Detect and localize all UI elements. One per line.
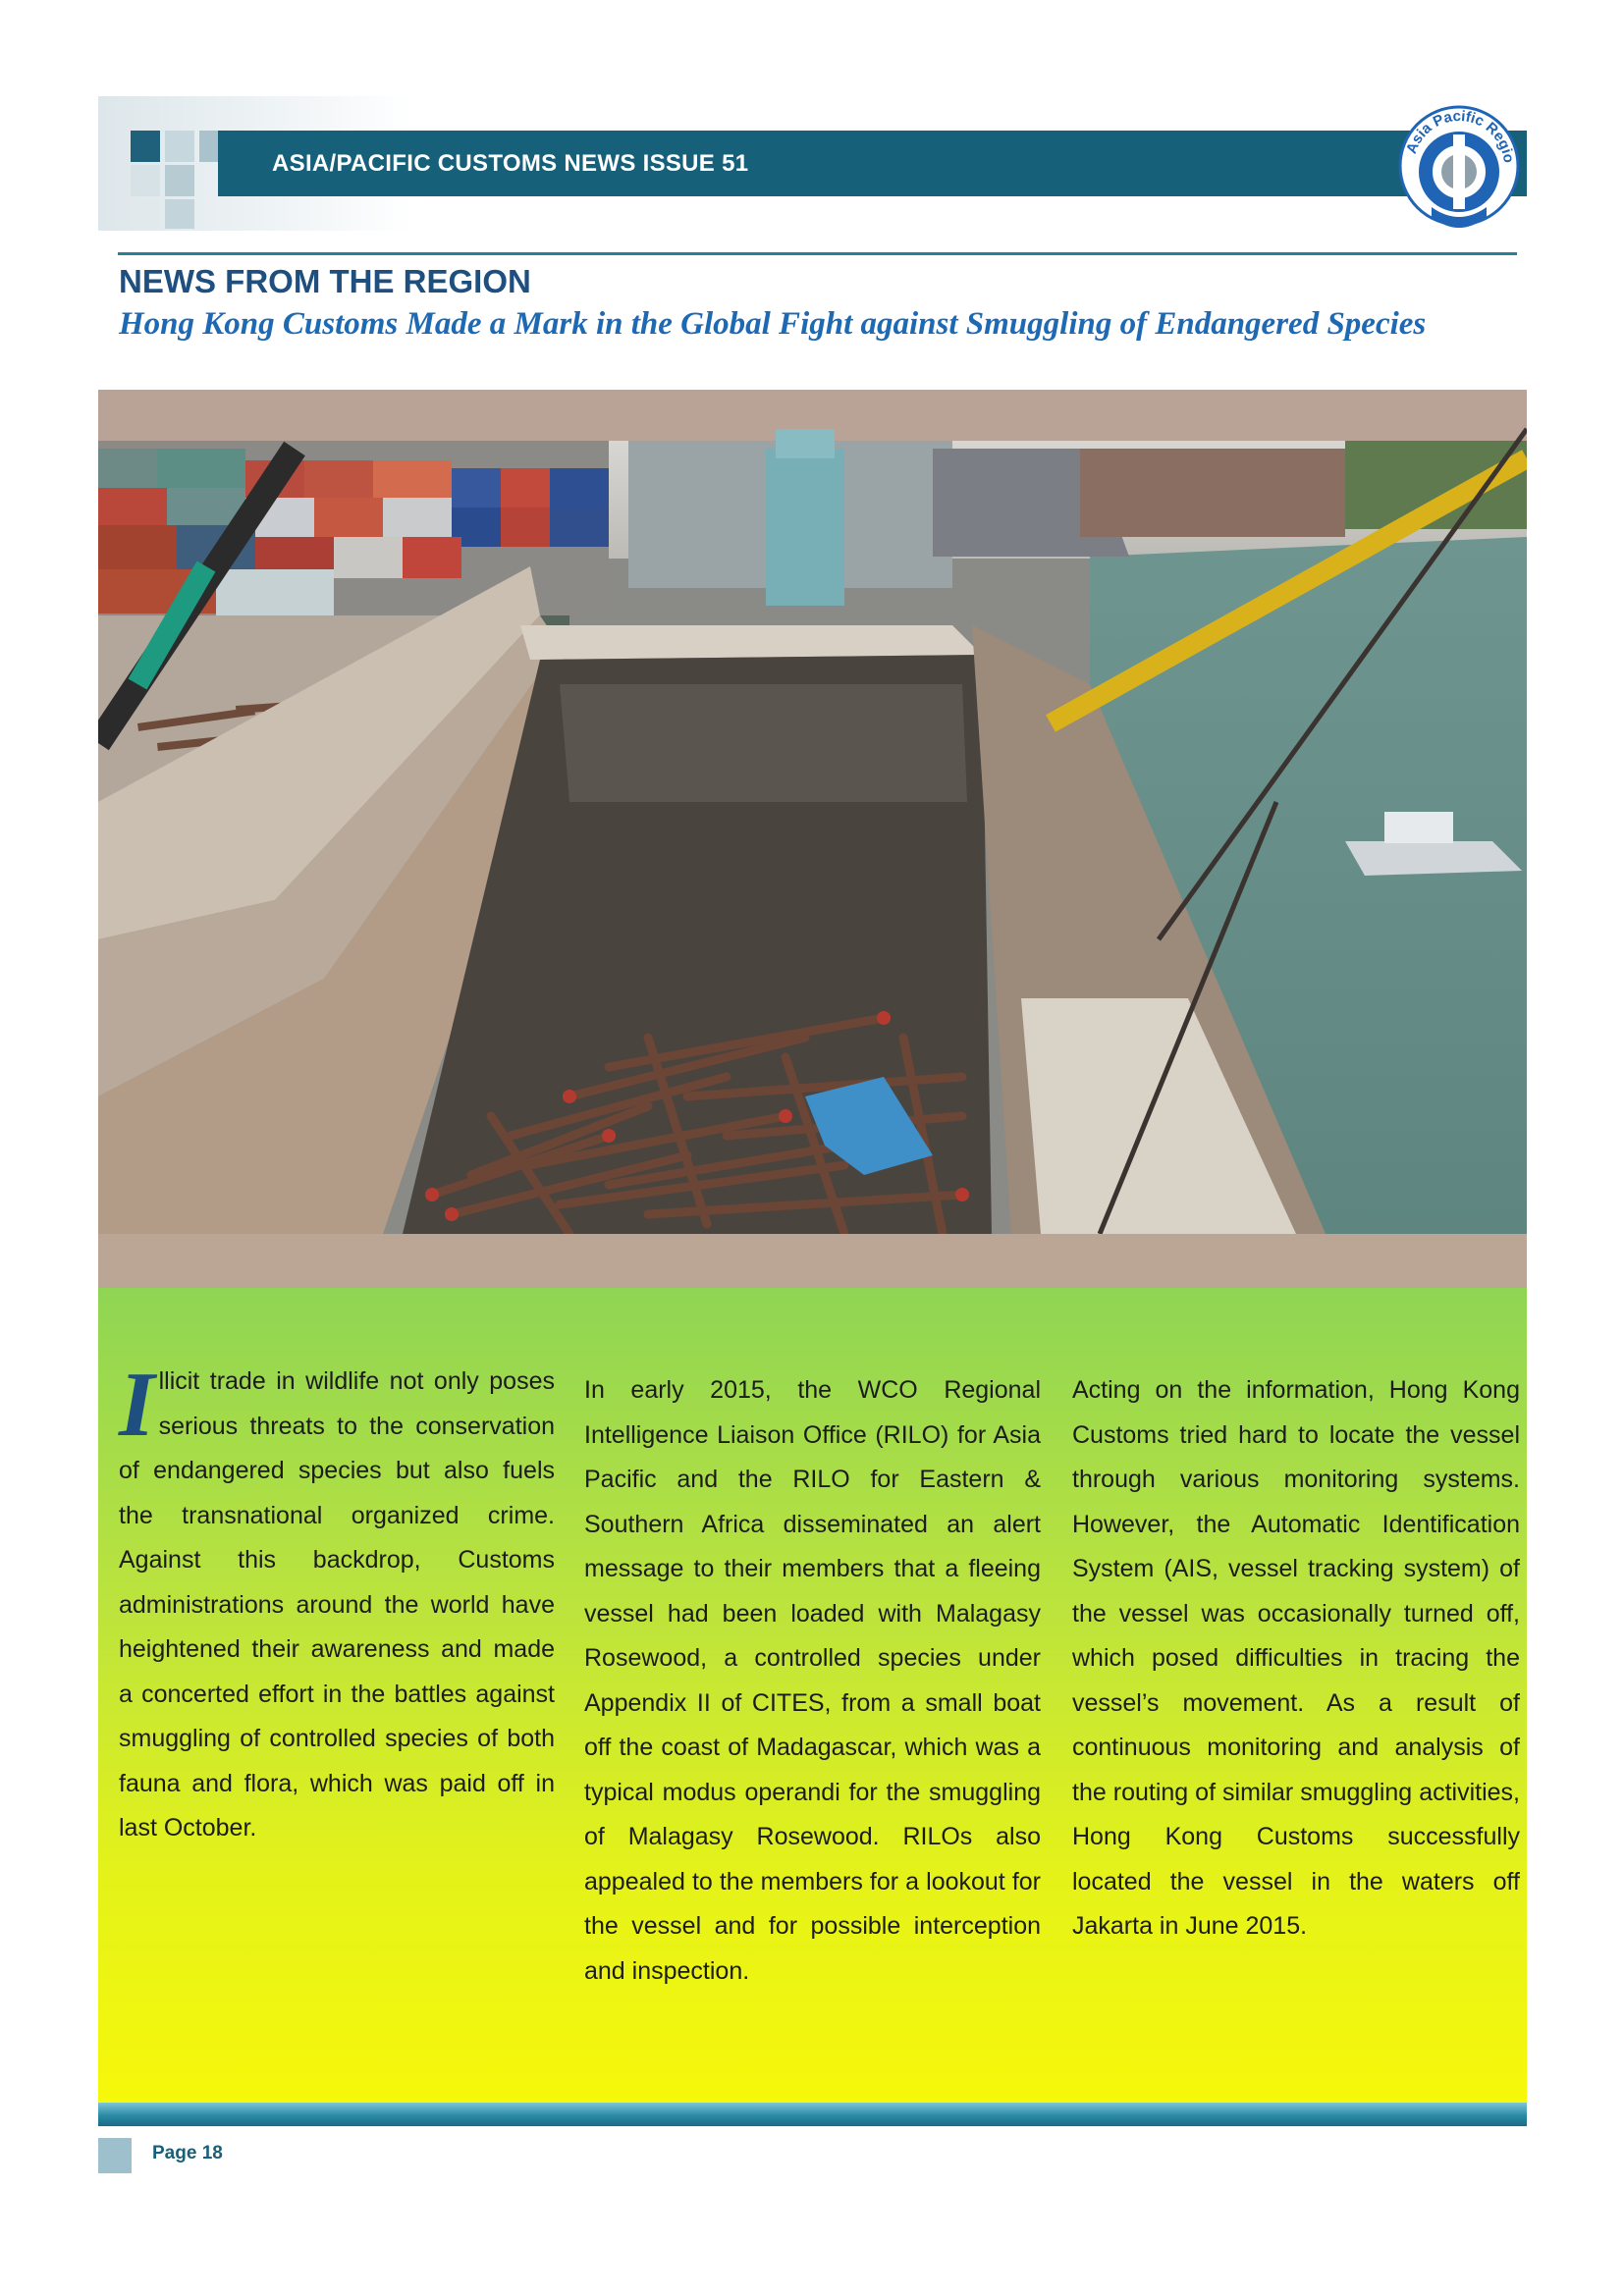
article-title: Hong Kong Customs Made a Mark in the Global Fight against Smuggling of Endangered Species xyxy=(119,306,1427,342)
footer-bar xyxy=(98,2103,1527,2126)
header-square-dark xyxy=(131,131,160,162)
cargo-ship-photo xyxy=(98,390,1527,1288)
header-square-light xyxy=(165,199,194,229)
section-heading: NEWS FROM THE REGION xyxy=(119,263,531,299)
wco-region-logo xyxy=(1394,101,1524,243)
header-bar xyxy=(218,131,1527,196)
header-title: ASIA/PACIFIC CUSTOMS NEWS ISSUE 51 xyxy=(272,150,749,177)
header-square-light xyxy=(165,131,194,162)
column-1-text: llicit trade in wildlife not only poses serious threats to the conservation of endangered species but also fuels the transnational organized crime. Against this backdrop, Customs administrations around the world have heightened their awareness and made a concerted effort in the battles against smuggling of controlled species of both fauna and flora, which was paid off in last October. xyxy=(119,1367,555,1842)
article-body-panel xyxy=(98,1288,1527,2103)
article-column-2: In early 2015, the WCO Regional Intelligence Liaison Office (RILO) for Asia Pacific and the RILO for Eastern & Southern Africa disseminated an alert message to their members that a fleeing vessel had been loaded with Malagasy Rosewood, a controlled species under Appendix II of CITES, from a small boat off the coast of Madagascar, which was a typical modus operandi for the smuggling of Malagasy Rosewood. RILOs also appealed to the members for a lookout for the vessel and for possible interception and inspection. xyxy=(584,1376,1041,1985)
article-column-1 xyxy=(119,1354,555,1851)
page-number: Page 18 xyxy=(152,2143,223,2163)
header-square-light xyxy=(165,165,194,196)
drop-cap: I xyxy=(119,1354,155,1456)
header-square-light xyxy=(131,199,160,229)
logo-text: Asia Pacific Regio xyxy=(1403,107,1517,165)
header-square-light xyxy=(131,165,160,196)
article-column-3: Acting on the information, Hong Kong Customs tried hard to locate the vessel through various monitoring systems. However, the Automatic Identification System (AIS, vessel tracking system) of the vessel was occasionally turned off, which posed difficulties in tracing the vessel’s movement. As a result of continuous monitoring and analysis of the routing of similar smuggling activities, Hong Kong Customs successfully located the vessel in the waters off Jakarta in June 2015. xyxy=(1072,1376,1520,1940)
header-rule xyxy=(118,252,1517,255)
footer-square xyxy=(98,2138,132,2173)
